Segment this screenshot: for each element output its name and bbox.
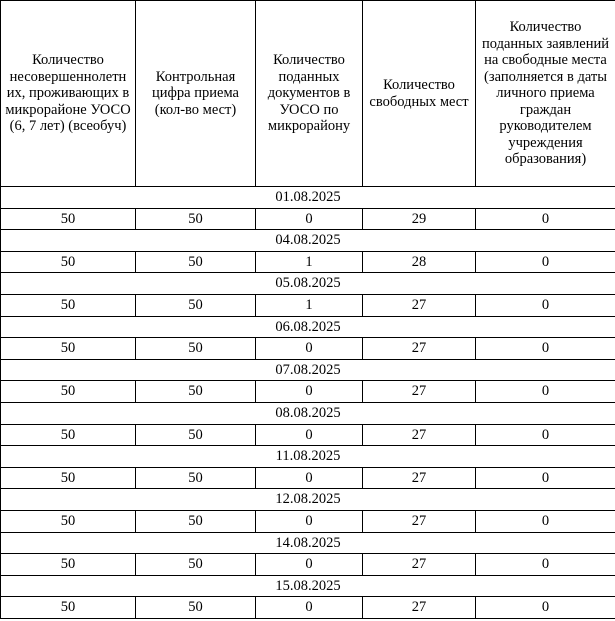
table-row <box>1 467 615 489</box>
date-cell: 07.08.2025 <box>1 359 615 381</box>
cell-residents-count: 50 <box>1 294 136 316</box>
cell-free-places: 29 <box>363 208 476 230</box>
cell-free-places: 27 <box>363 467 476 489</box>
cell-applications-free-places: 0 <box>476 554 615 576</box>
cell-control-figure: 50 <box>136 338 256 360</box>
table-row <box>1 424 615 446</box>
cell-applications-free-places: 0 <box>476 597 615 619</box>
date-row <box>1 575 615 597</box>
header-control-figure: Контрольная цифра приема (кол-во мест) <box>136 1 256 187</box>
cell-applications-free-places: 0 <box>476 467 615 489</box>
header-free-places: Количество свободных мест <box>363 1 476 187</box>
header-row <box>1 1 615 187</box>
cell-applications-free-places: 0 <box>476 424 615 446</box>
date-row <box>1 402 615 424</box>
date-cell: 12.08.2025 <box>1 489 615 511</box>
table-row <box>1 554 615 576</box>
date-row <box>1 187 615 209</box>
cell-documents-submitted: 0 <box>256 597 363 619</box>
header-residents-count: Количество несовершеннолетн их, проживающих в микрорайоне УОСО (6, 7 лет) (всеобуч) <box>1 1 136 187</box>
cell-control-figure: 50 <box>136 381 256 403</box>
cell-control-figure: 50 <box>136 597 256 619</box>
table-row <box>1 338 615 360</box>
cell-residents-count: 50 <box>1 424 136 446</box>
date-cell: 06.08.2025 <box>1 316 615 338</box>
date-row <box>1 316 615 338</box>
cell-residents-count: 50 <box>1 208 136 230</box>
date-cell: 01.08.2025 <box>1 187 615 209</box>
table-row <box>1 294 615 316</box>
table-row <box>1 381 615 403</box>
cell-residents-count: 50 <box>1 467 136 489</box>
date-cell: 11.08.2025 <box>1 446 615 468</box>
date-row <box>1 446 615 468</box>
cell-residents-count: 50 <box>1 510 136 532</box>
table-row <box>1 251 615 273</box>
cell-control-figure: 50 <box>136 510 256 532</box>
date-cell: 08.08.2025 <box>1 402 615 424</box>
cell-applications-free-places: 0 <box>476 251 615 273</box>
date-row <box>1 359 615 381</box>
cell-documents-submitted: 0 <box>256 381 363 403</box>
cell-applications-free-places: 0 <box>476 294 615 316</box>
date-cell: 14.08.2025 <box>1 532 615 554</box>
cell-free-places: 27 <box>363 597 476 619</box>
cell-applications-free-places: 0 <box>476 510 615 532</box>
cell-documents-submitted: 1 <box>256 251 363 273</box>
date-cell: 04.08.2025 <box>1 230 615 252</box>
cell-control-figure: 50 <box>136 554 256 576</box>
cell-control-figure: 50 <box>136 208 256 230</box>
date-cell: 15.08.2025 <box>1 575 615 597</box>
cell-documents-submitted: 0 <box>256 424 363 446</box>
table-row <box>1 510 615 532</box>
table-row <box>1 208 615 230</box>
header-applications-free-places: Количество поданных заявлений на свободные места (заполняется в даты личного приема граждан руководителем учреждения образования) <box>476 1 615 187</box>
cell-residents-count: 50 <box>1 381 136 403</box>
cell-control-figure: 50 <box>136 467 256 489</box>
date-row <box>1 273 615 295</box>
cell-free-places: 27 <box>363 510 476 532</box>
cell-free-places: 27 <box>363 294 476 316</box>
cell-documents-submitted: 0 <box>256 208 363 230</box>
cell-applications-free-places: 0 <box>476 381 615 403</box>
cell-control-figure: 50 <box>136 424 256 446</box>
cell-documents-submitted: 0 <box>256 510 363 532</box>
cell-control-figure: 50 <box>136 294 256 316</box>
cell-residents-count: 50 <box>1 338 136 360</box>
cell-residents-count: 50 <box>1 597 136 619</box>
table-row <box>1 597 615 619</box>
cell-documents-submitted: 0 <box>256 338 363 360</box>
table-body <box>1 187 615 619</box>
cell-documents-submitted: 0 <box>256 467 363 489</box>
cell-free-places: 27 <box>363 338 476 360</box>
cell-residents-count: 50 <box>1 554 136 576</box>
header-documents-submitted: Количество поданных документов в УОСО по микрорайону <box>256 1 363 187</box>
cell-applications-free-places: 0 <box>476 208 615 230</box>
cell-residents-count: 50 <box>1 251 136 273</box>
cell-free-places: 27 <box>363 381 476 403</box>
cell-free-places: 28 <box>363 251 476 273</box>
cell-free-places: 27 <box>363 554 476 576</box>
date-row <box>1 230 615 252</box>
date-cell: 05.08.2025 <box>1 273 615 295</box>
date-row <box>1 489 615 511</box>
cell-control-figure: 50 <box>136 251 256 273</box>
cell-documents-submitted: 1 <box>256 294 363 316</box>
date-row <box>1 532 615 554</box>
cell-applications-free-places: 0 <box>476 338 615 360</box>
cell-free-places: 27 <box>363 424 476 446</box>
cell-documents-submitted: 0 <box>256 554 363 576</box>
